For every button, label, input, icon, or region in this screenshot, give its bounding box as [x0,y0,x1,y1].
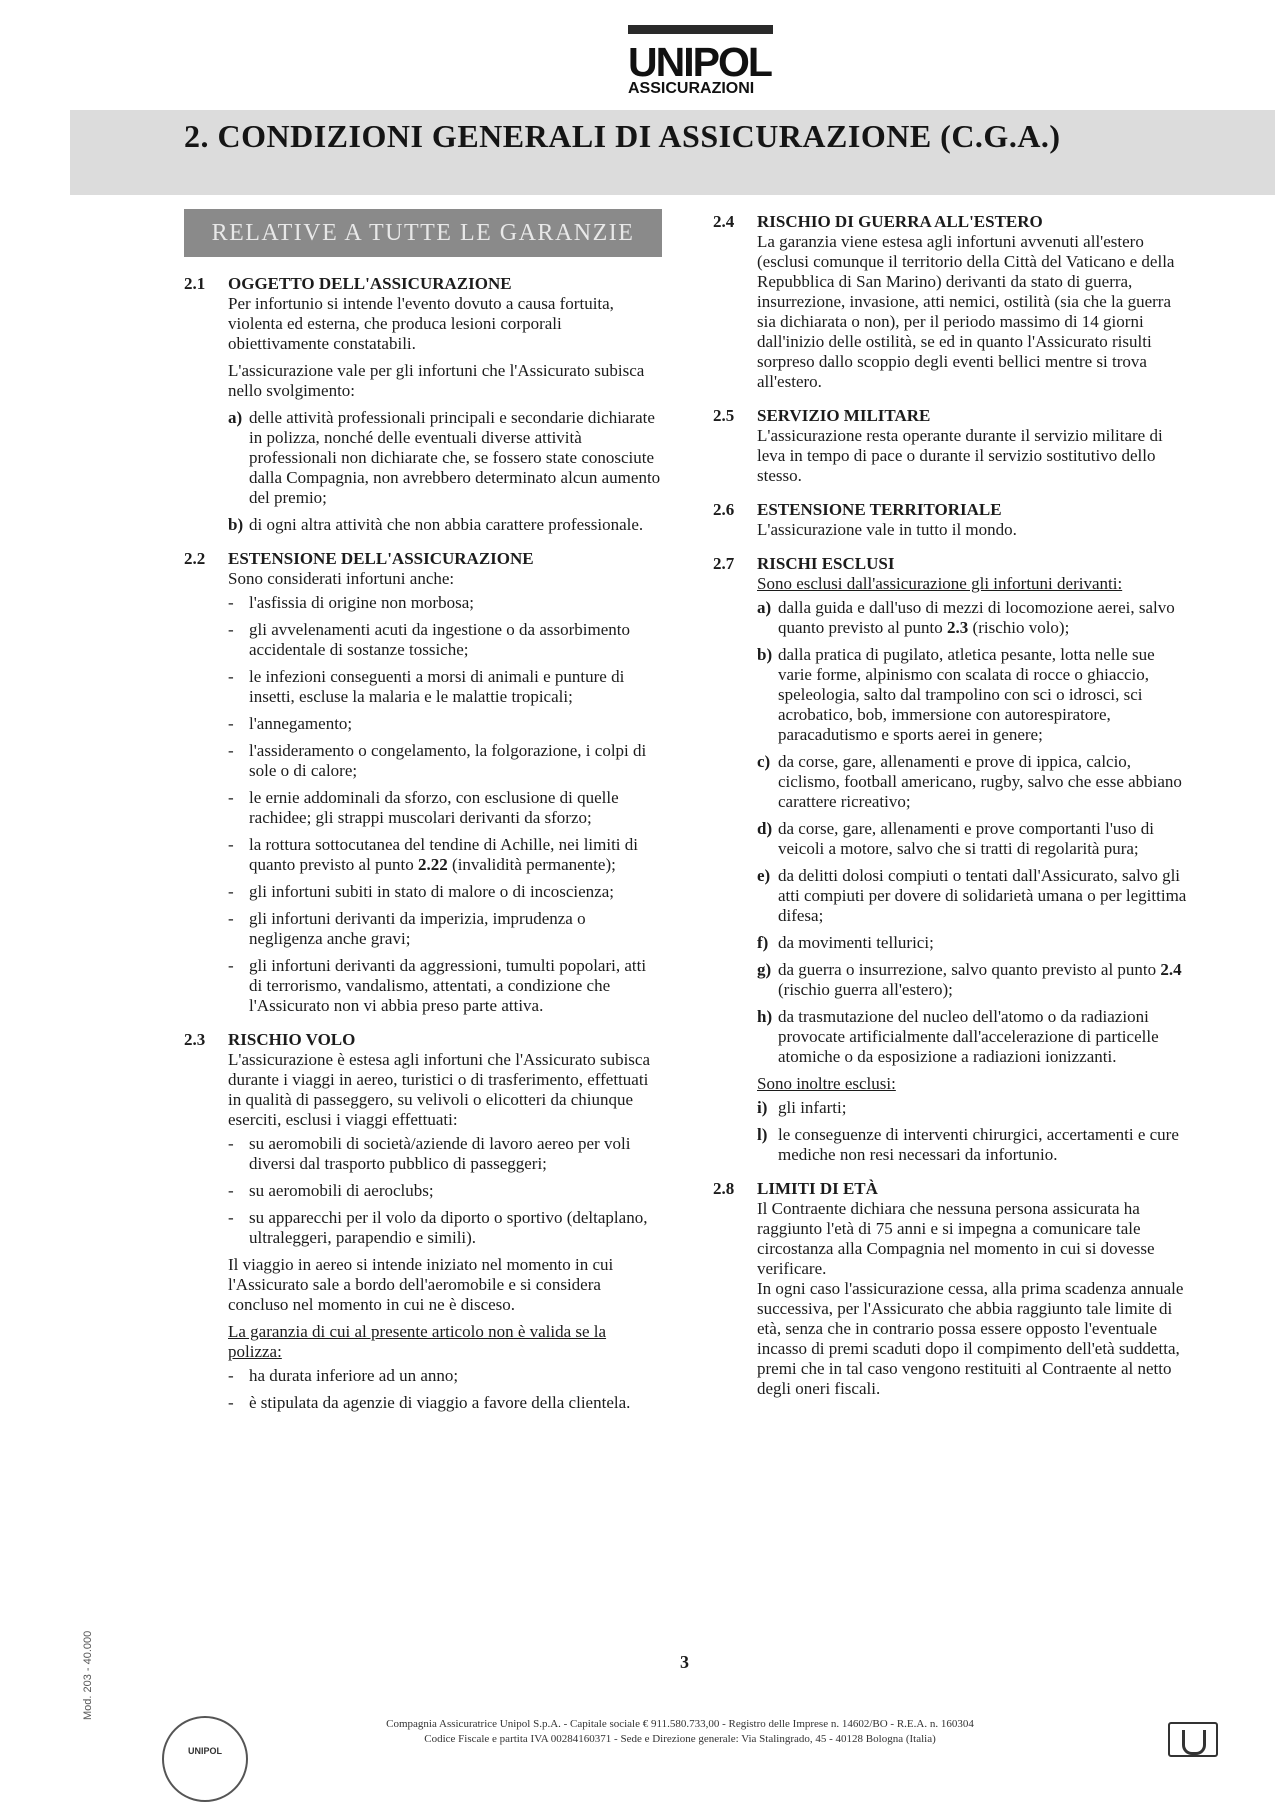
item-text: l'annegamento; [249,714,353,733]
section-number: 2.1 [184,274,206,293]
dash-marker: - [228,593,234,612]
list-item [228,714,662,734]
item-text: è stipulata da agenzie di viaggio a favore della clientela. [249,1393,631,1412]
item-text: ha durata inferiore ad un anno; [249,1366,459,1385]
item-text: di ogni altra attività che non abbia carattere professionale. [249,515,644,534]
section-title: ESTENSIONE TERRITORIALE [757,500,1002,519]
section-number: 2.7 [713,554,735,573]
item-text: (invalidità permanente); [447,855,616,874]
seal-text: UNIPOL [187,1746,222,1756]
item-text: da movimenti tellurici; [778,933,934,952]
paragraph: Per infortunio si intende l'evento dovuto a causa fortuita, violenta ed esterna, che produca lesioni corporali obiettivamente constatabili. [228,294,614,353]
list-item [228,882,662,902]
item-text: le ernie addominali da sforzo, con esclusione di quelle rachidee; gli strappi muscolari derivanti da sforzo; [249,788,619,827]
paragraph: L'assicurazione resta operante durante il servizio militare di leva in tempo di pace o durante il servizio sostitutivo dello stesso. [757,426,1163,485]
logo-brand: UNIPOL [628,39,771,85]
item-marker: a) [757,598,772,617]
list-item [757,1125,1191,1165]
item-marker: f) [757,933,769,952]
item-text: le conseguenze di interventi chirurgici, accertamenti e cure mediche non resi necessari da infortunio. [778,1125,1179,1164]
section-2-4 [713,212,1191,392]
item-text: da corse, gare, allenamenti e prove di ippica, calcio, ciclismo, football americano, rugby, salvo che esse abbiano carattere ricreativo; [778,752,1182,811]
unipol-logo [628,25,773,97]
section-2-5 [713,406,1191,486]
dash-marker: - [228,956,234,975]
cross-reference: 2.4 [1160,960,1182,979]
item-text: gli infarti; [778,1098,847,1117]
logo-bar [628,25,773,34]
right-column [713,212,1191,1413]
dash-marker: - [228,909,234,928]
paragraph: Il viaggio in aereo si intende iniziato nel momento in cui l'Assicurato sale a bordo dell'aeromobile e si considera concluso nel momento in cui ne è disceso. [228,1255,614,1314]
item-marker: i) [757,1098,768,1117]
item-marker: g) [757,960,772,979]
section-title: ESTENSIONE DELL'ASSICURAZIONE [228,549,534,568]
item-text: su aeromobili di società/aziende di lavoro aereo per voli diversi dal trasporto pubblico di passeggeri; [249,1134,631,1173]
paragraph: La garanzia viene estesa agli infortuni avvenuti all'estero (esclusi comunque il territorio della Città del Vaticano e della Repubblica di San Marino) derivanti da stato di guerra, insurrezione, invasione, atti nemici, ostilità (sia che la guerra sia dichiarata o non), per il periodo massimo di 14 giorni dall'inizio delle ostilità, se ed in quanto l'Assicurato risulti sorpreso dallo scoppio degli eventi bellici mentre si trova all'estero. [757,232,1175,391]
list-item [757,866,1191,926]
list-item [757,645,1191,745]
item-text: le infezioni conseguenti a morsi di animali e punture di insetti, escluse la malaria e le malattie tropicali; [249,667,625,706]
section-title: LIMITI DI ETÀ [757,1179,878,1198]
footer-line-1: Compagnia Assicuratrice Unipol S.p.A. - Capitale sociale € 911.580.733,00 - Registro delle Imprese n. 14602/BO - R.E.A. n. 160304 [386,1718,974,1730]
section-number: 2.3 [184,1030,206,1049]
list-item [228,956,662,1016]
section-number: 2.5 [713,406,735,425]
list-item [757,752,1191,812]
item-text: gli infortuni subiti in stato di malore o di incoscienza; [249,882,614,901]
item-marker: b) [757,645,773,664]
cross-reference: 2.22 [418,855,448,874]
section-banner: RELATIVE A TUTTE LE GARANZIE [184,209,662,257]
dash-marker: - [228,882,234,901]
section-title: RISCHIO VOLO [228,1030,356,1049]
item-marker: c) [757,752,771,771]
item-marker: b) [228,515,244,534]
item-marker: d) [757,819,773,838]
list-item [757,1007,1191,1067]
dash-marker: - [228,835,234,854]
section-number: 2.8 [713,1179,735,1198]
page-title: 2. CONDIZIONI GENERALI DI ASSICURAZIONE (C.G.A.) [184,118,1061,154]
footer [270,1717,1090,1747]
section-number: 2.6 [713,500,735,519]
item-text: la rottura sottocutanea del tendine di Achille, nei limiti di quanto previsto al punto [249,835,639,874]
cross-reference: 2.3 [947,618,969,637]
dash-marker: - [228,620,234,639]
item-text: (rischio guerra all'estero); [778,980,953,999]
item-text: dalla guida e dall'uso di mezzi di locomozione aerei, salvo quanto previsto al punto [778,598,1175,637]
page-number: 3 [680,1652,689,1672]
dash-marker: - [228,788,234,807]
paragraph: In ogni caso l'assicurazione cessa, alla prima scadenza annuale successiva, per l'Assicurato che abbia raggiunto tale limite di età, senza che in contrario possa essere opposto l'eventuale incasso di premi scaduti dopo il compimento dell'età suddetta, premi che in tal caso vengono restituiti al Contraente al netto degli oneri fiscali. [757,1279,1184,1398]
item-marker: a) [228,408,243,427]
section-2-7 [713,554,1191,1165]
paragraph: L'assicurazione vale per gli infortuni che l'Assicurato subisca nello svolgimento: [228,361,645,400]
dash-marker: - [228,1181,234,1200]
unipol-mark-icon [1168,1722,1218,1757]
dash-marker: - [228,1134,234,1153]
section-title: RISCHI ESCLUSI [757,554,895,573]
dash-marker: - [228,667,234,686]
item-text: gli infortuni derivanti da imperizia, imprudenza o negligenza anche gravi; [249,909,586,948]
dash-marker: - [228,1393,234,1412]
list-item [228,788,662,828]
list-item [228,1393,662,1413]
section-number: 2.2 [184,549,206,568]
section-number: 2.4 [713,212,735,231]
paragraph: L'assicurazione vale in tutto il mondo. [757,520,1017,539]
left-column [184,274,662,1427]
list-item [757,819,1191,859]
section-title: OGGETTO DELL'ASSICURAZIONE [228,274,512,293]
section-2-8 [713,1179,1191,1399]
item-text: da trasmutazione del nucleo dell'atomo o da radiazioni provocate artificialmente dall'accelerazione di particelle atomiche o da esposizione a radiazioni ionizzanti. [778,1007,1159,1066]
section-title: RISCHIO DI GUERRA ALL'ESTERO [757,212,1043,231]
item-marker: l) [757,1125,768,1144]
form-code: Mod. 203 - 40.000 [82,1630,94,1720]
section-2-6 [713,500,1191,540]
section-2-2 [184,549,662,1016]
item-text: l'assideramento o congelamento, la folgorazione, i colpi di sole o di calore; [249,741,647,780]
item-marker: h) [757,1007,773,1026]
item-text: l'asfissia di origine non morbosa; [249,593,474,612]
item-text: da guerra o insurrezione, salvo quanto previsto al punto [778,960,1161,979]
list-item [757,1098,1191,1118]
item-text: dalla pratica di pugilato, atletica pesante, lotta nelle sue varie forme, alpinismo con scalata di rocce o ghiaccio, speleologia, salto dal trampolino con sci o idrosci, sci acrobatico, bob, immersione con autorespiratore, paracadutismo e sports aerei in genere; [778,645,1155,744]
list-item [228,1366,662,1386]
unipol-seal-icon [162,1716,248,1802]
item-text: delle attività professionali principali e secondarie dichiarate in polizza, nonché delle eventuali diverse attività professionali non dichiarate che, se fossero state conosciute dalla Compagnia, non avrebbero determinato alcun aumento del premio; [249,408,661,507]
list-item [228,515,662,535]
item-marker: e) [757,866,771,885]
item-text: (rischio volo); [968,618,1070,637]
list-item [228,835,662,875]
dash-marker: - [228,741,234,760]
list-item [757,960,1191,1000]
footer-line-2: Codice Fiscale e partita IVA 00284160371 - Sede e Direzione generale: Via Stalingrado, 45 - 40128 Bologna (Italia) [424,1733,936,1745]
list-item [228,408,662,508]
item-text: gli avvelenamenti acuti da ingestione o da assorbimento accidentale di sostanze tossiche; [249,620,630,659]
list-item [228,593,662,613]
paragraph: Sono considerati infortuni anche: [228,569,455,588]
dash-marker: - [228,714,234,733]
list-item [228,1134,662,1174]
list-item [228,1208,662,1248]
item-text: gli infortuni derivanti da aggressioni, tumulti popolari, atti di terrorismo, vandalismo, attentati, a condizione che l'Assicurato non vi abbia preso parte attiva. [249,956,647,1015]
dash-marker: - [228,1208,234,1227]
list-item [228,741,662,781]
item-text: da corse, gare, allenamenti e prove comportanti l'uso di veicoli a motore, salvo che si tratti di regolarità pura; [778,819,1154,858]
list-item [228,667,662,707]
list-item [757,933,1191,953]
logo-subtitle: ASSICURAZIONI [628,80,755,97]
underlined-paragraph: Sono inoltre esclusi: [757,1074,896,1093]
paragraph: L'assicurazione è estesa agli infortuni che l'Assicurato subisca durante i viaggi in aereo, turistici o di trasferimento, effettuati in qualità di passeggero, su velivoli o elicotteri da chiunque eserciti, esclusi i viaggi effettuati: [228,1050,651,1129]
underlined-paragraph: Sono esclusi dall'assicurazione gli infortuni derivanti: [757,574,1123,593]
section-title: SERVIZIO MILITARE [757,406,931,425]
list-item [228,620,662,660]
list-item [228,909,662,949]
item-text: su apparecchi per il volo da diporto o sportivo (deltaplano, ultraleggeri, parapendio e simili). [249,1208,648,1247]
section-2-3 [184,1030,662,1413]
list-item [757,598,1191,638]
item-text: su aeromobili di aeroclubs; [249,1181,434,1200]
section-2-1 [184,274,662,535]
list-item [228,1181,662,1201]
item-text: da delitti dolosi compiuti o tentati dall'Assicurato, salvo gli atti compiuti per dovere di solidarietà umana o per legittima difesa; [778,866,1187,925]
underlined-paragraph: La garanzia di cui al presente articolo non è valida se la polizza: [228,1322,607,1361]
paragraph: Il Contraente dichiara che nessuna persona assicurata ha raggiunto l'età di 75 anni e si impegna a comunicare tale circostanza alla Compagnia nel momento in cui si dovesse verificare. [757,1199,1155,1278]
dash-marker: - [228,1366,234,1385]
